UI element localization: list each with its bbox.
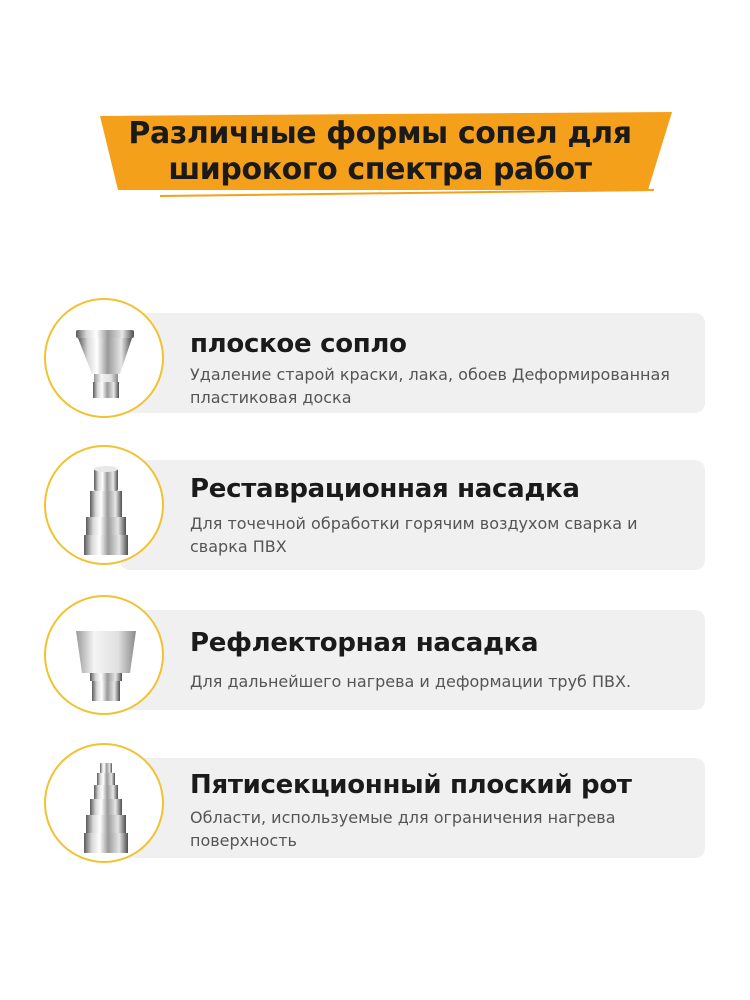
item-description: Для точечной обработки горячим воздухом сварка и сварка ПВХ	[190, 514, 638, 556]
item-description: Области, используемые для ограничения нагрева поверхность	[190, 808, 616, 850]
item-description: Для дальнейшего нагрева и деформации труб ПВХ.	[190, 672, 632, 691]
nozzle-item-reflector	[0, 590, 750, 730]
restoration-nozzle-icon	[44, 445, 164, 565]
reflector-nozzle-icon	[44, 595, 164, 715]
nozzle-item-five-section	[0, 738, 750, 878]
five-section-nozzle-icon	[44, 743, 164, 863]
item-title: Рефлекторная насадка	[190, 628, 539, 658]
header-banner	[0, 0, 750, 210]
nozzle-item-restoration	[0, 440, 750, 580]
item-title: Пятисекционный плоский рот	[190, 770, 632, 800]
item-card	[120, 610, 705, 710]
item-title: Реставрационная насадка	[190, 474, 580, 504]
title-line-1: Различные формы сопел для	[128, 116, 632, 151]
item-title: плоское сопло	[190, 329, 407, 359]
nozzle-item-flat	[0, 293, 750, 433]
page-title	[100, 116, 660, 188]
item-description: Удаление старой краски, лака, обоев Деформированная пластиковая доска	[190, 365, 670, 407]
title-line-2: широкого спектра работ	[168, 152, 592, 187]
flat-nozzle-icon	[44, 298, 164, 418]
